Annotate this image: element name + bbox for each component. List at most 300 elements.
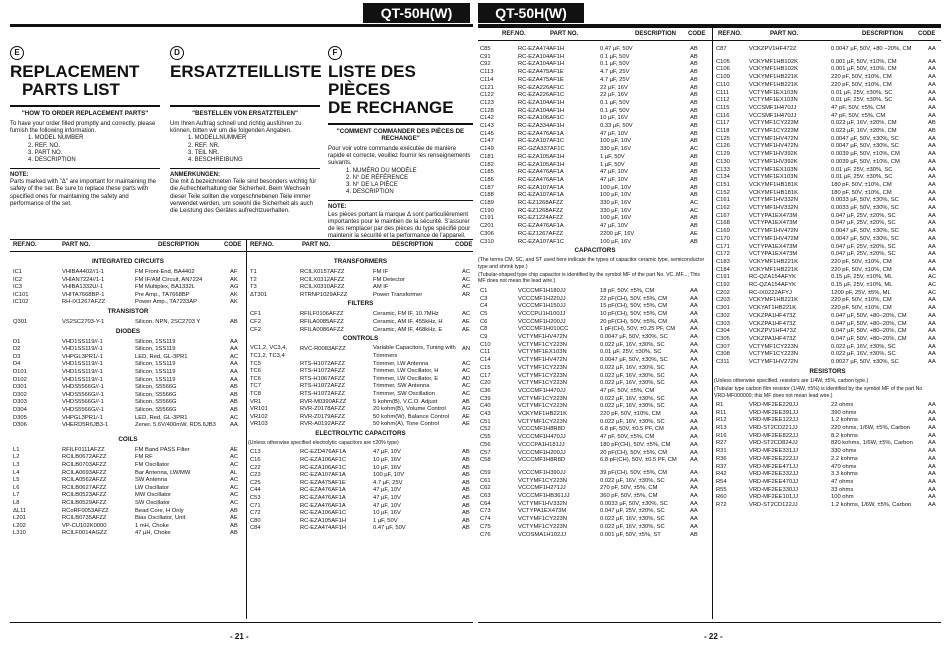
price-code: AB [690, 138, 698, 145]
footer-rule-left [10, 622, 473, 623]
price-code: AA [928, 181, 936, 188]
price-code: AB [690, 192, 698, 199]
part-description: Silicon, 1SS119 [135, 346, 176, 353]
part-description: 0.01 µF, 25V, ±30%, SC [831, 166, 893, 173]
part-number: VCOSMA1H102JJ [518, 531, 567, 538]
ref-number: C112 [716, 97, 730, 104]
col-header-desc: DESCRIPTION [862, 31, 904, 37]
part-description: 0.01 µF, 25V, ±30%, SC [831, 97, 893, 104]
ref-number: C106 [716, 66, 730, 73]
price-code: AA [230, 361, 238, 368]
part-row [478, 531, 712, 539]
part-description: Bias Oscillator, Unit [135, 515, 186, 522]
ref-number: C201 [480, 223, 494, 230]
price-code: AA [690, 287, 698, 294]
part-number: VCCCMF1H180JJ [518, 287, 566, 294]
part-number: VCTYMF1HV472N [518, 334, 567, 340]
price-code: AA [928, 235, 936, 242]
price-code: AA [928, 343, 936, 350]
part-description: 0.022 µF, 16V, ±30%, SC [600, 395, 665, 402]
part-number: RFILF0111AFZZ [62, 446, 105, 453]
part-description: 1200 pF, 25V, ±5%, ML [831, 289, 891, 296]
price-code: AB [462, 472, 470, 479]
part-description: 22 µF, 16V [600, 92, 628, 99]
step: 1. NUMÉRO DU MODÈLE [346, 167, 417, 174]
section-note: (Unless otherwise specified, resistors are 1/4W, ±5%, carbon type.) [714, 377, 869, 384]
price-code: AC [928, 282, 937, 288]
ref-number: C51 [480, 418, 491, 425]
step: 3. PART NO. [28, 149, 63, 156]
price-code: AA [928, 205, 936, 211]
model-header-left: QT-50H(W) [363, 3, 470, 23]
ref-number: C191 [716, 274, 730, 281]
part-number: VHIAN7224//1-1 [62, 276, 105, 283]
part-number: VCKZPV1HF472Z [749, 46, 797, 52]
price-code: AC [690, 207, 699, 214]
part-description: 47 pF, 50V, ±5%, CM [600, 387, 655, 394]
part-number: RC-EZA476AF1A [300, 487, 346, 494]
part-number: VCCCMF1H8R8D [518, 426, 566, 433]
part-number: VRD-MF2EE101JJ [749, 494, 798, 501]
ref-number: C115 [716, 104, 730, 111]
part-number: RFILF0106AFZZ [300, 311, 344, 318]
price-code: AA [928, 151, 936, 158]
price-code: AB [462, 449, 470, 456]
part-number: RCILB0735AFZZ [62, 515, 107, 522]
part-description: 0.047 µF, 50V, +80−20%, CM [831, 312, 907, 319]
price-code: AC [230, 462, 239, 468]
part-number: RC-EZA475AF1E [518, 76, 564, 83]
part-number: RC-EZA105AF1H [518, 153, 565, 160]
part-description: 50 kohm(W), Balance Control [373, 413, 450, 420]
part-number: VCTYMF1EX103N [749, 166, 798, 173]
price-code: AC [928, 274, 937, 281]
ref-number: C75 [480, 523, 491, 530]
price-code: AB [690, 123, 698, 129]
intro-french [328, 46, 473, 240]
part-number: RC-EZA104AF1H [518, 53, 565, 60]
part-number: VCCCMF1H470JJ [518, 387, 566, 394]
part-number: RC-EZA476AF1A [518, 169, 564, 176]
part-number: VCKZPA1HF473Z [749, 335, 796, 342]
ref-number: C126 [716, 143, 730, 150]
part-number: VRD-MF2EE330JJ [749, 486, 798, 493]
title-ersatzteilliste: ERSATZTEILLISTE [170, 62, 322, 81]
part-description: 3.3 kohms [831, 471, 858, 478]
part-number: RC-QZA154AFYK [749, 282, 797, 288]
part-number: VRD-ST2CD122JJ [749, 502, 798, 508]
ref-number: C142 [480, 115, 494, 122]
ref-number: C105 [716, 58, 730, 65]
part-number: VCTYMF1CY223M [749, 120, 799, 127]
part-description: 10 µF, 16V [373, 457, 401, 464]
part-number: RC-EZA226AF1C [518, 84, 565, 91]
ref-number: L7 [13, 492, 20, 499]
part-number: VCKYMF1HB221K [749, 258, 798, 265]
part-number: VCKYMF1HB221K [749, 297, 798, 304]
col-header-part: PART NO. [770, 31, 799, 37]
price-code: AA [928, 58, 936, 65]
part-number: VRD-MF2EE332JJ [749, 471, 798, 478]
section-note: (Tubular type carbon film resistor (1/4W, ±5%) is identified by the symbol MF of the part No. VRD-MF000000; this MF does not mean lead wire.) [714, 386, 924, 399]
part-description: 4.7 µF, 25V [373, 479, 403, 486]
part-number: RTS-H1072AFZZ [300, 368, 345, 375]
part-description: 20 pF(CH), 50V, ±5%, CM [600, 449, 668, 456]
section-heading: RESISTORS [809, 367, 846, 375]
ref-number: R31 [716, 448, 727, 455]
ref-number: C25 [250, 479, 261, 486]
part-number: RC-EZ1268AFZZ [518, 207, 564, 214]
part-number: VHD1SS119//-1 [62, 338, 103, 345]
part-number: VRD-ST2CD824JJ [749, 440, 798, 447]
part-number: VP-CU102K0000 [62, 522, 107, 529]
price-code: AC [230, 500, 239, 506]
ref-number: C3 [480, 295, 488, 302]
part-number: RC-EZA106AF1C [300, 457, 347, 464]
ref-number: D2 [13, 346, 21, 353]
ref-number: C145 [480, 130, 494, 137]
part-description: 0.022 µF, 16V, ±20%, CM [831, 120, 897, 127]
ref-number: R13 [716, 425, 727, 431]
ref-number: VC1,2, VC3,4, TC1,2, TC3,4 [250, 345, 288, 359]
part-number: VCTYMF1CY223N [518, 523, 567, 530]
ref-number: C302 [716, 312, 730, 319]
ref-number: C6 [480, 318, 488, 325]
price-code: AA [690, 508, 698, 515]
step: 4. DESCRIPTION [346, 189, 394, 196]
ref-number: VR1 [250, 398, 262, 405]
top-rule-left [10, 24, 473, 27]
part-number: RC-EZA107AF1A [518, 184, 564, 191]
part-description: 1 µF, 50V [600, 153, 625, 160]
part-number: VCCCMF1H271JJ [518, 485, 566, 492]
part-description: 18 pF, 50V, ±5%, CM [600, 287, 655, 294]
step: 3. N° DE LA PIÈCE [346, 182, 398, 189]
ref-number: C121 [480, 84, 494, 91]
part-description: Silicon, 1SS119 [135, 369, 176, 375]
part-number: VCTYMF1CY223N [518, 403, 567, 410]
part-description: Silicon, S5566G [135, 407, 177, 413]
price-code: AA [690, 310, 698, 317]
price-code: AB [690, 61, 698, 68]
ref-number: C1 [480, 287, 488, 294]
part-description: Ceramic, AM IF, 468kHz, E [373, 326, 443, 333]
ref-number: C306 [480, 230, 494, 237]
part-number: VHD1SS119//-1 [62, 361, 103, 368]
part-description: 180 pF, 50V, ±10%, CM [831, 181, 892, 188]
part-number: RCILB0703AFZZ [62, 462, 107, 468]
price-code: AB [230, 407, 238, 413]
ref-number: C4 [480, 303, 488, 310]
ref-number: TC6 [250, 375, 261, 382]
price-code: AA [928, 220, 936, 227]
part-description: Silicon, S5566G [135, 399, 177, 406]
part-number: RCILX0157AFZZ [300, 269, 345, 275]
price-code: AA [928, 66, 936, 73]
language-badge-e: E [10, 46, 24, 60]
ref-number: C190 [480, 207, 494, 214]
price-code: AA [928, 359, 936, 365]
ref-number: D1 [13, 338, 21, 345]
part-number: VCKYMF1HB221K [749, 74, 798, 81]
ref-number: R54 [716, 478, 727, 485]
price-code: AA [690, 403, 698, 410]
ref-number: ΔT301 [250, 291, 268, 298]
price-code: AB [462, 487, 470, 494]
ref-number: C71 [250, 502, 261, 509]
part-number: VCTYPA1EX473M [518, 508, 567, 515]
price-code: AA [928, 328, 936, 335]
part-description: 22 pF(CH), 50V, ±5%, CM [600, 295, 668, 302]
step: 2. N° DE RÉFÉRENCE [346, 174, 409, 181]
ref-number: C53 [250, 495, 261, 502]
note-body: Les pièces portant la marque Δ sont particulièrement importantes pour le maintien de la sécurité. S'assurer de les remplacer par des pièces du type spécifié pour maintenir la sécurité et la performance de l'appareil. [328, 211, 471, 239]
part-description: 0.0047 µF, 50V, ±30%, SC [600, 357, 668, 364]
part-number: VCKYMF1HB221K [749, 266, 798, 273]
part-number: VHD1SS119//-1 [62, 346, 103, 353]
price-code: AA [928, 297, 936, 304]
part-description: FM Band PASS Filter [135, 446, 190, 453]
part-number: RC-EZA105AF1H [300, 517, 347, 524]
ref-number: C116 [716, 112, 730, 119]
part-description: FM RF [135, 454, 153, 461]
part-number: VCTYMF1CY223N [518, 364, 567, 371]
price-code: AA [928, 312, 936, 319]
price-code: AB [690, 107, 698, 114]
price-code: AA [690, 418, 698, 425]
col-header-desc: DESCRIPTION [158, 242, 200, 248]
howto-box-english [10, 105, 160, 169]
part-description: 47 µF, 10V [600, 169, 628, 176]
part-description: 2.2 kohms [831, 455, 858, 462]
ref-number: D3 [13, 353, 21, 360]
col-header-ref: REF.NO. [718, 31, 742, 37]
price-code: AB [690, 84, 698, 91]
ref-number: C143 [480, 123, 494, 129]
part-number: VCTYMF1EX103N [749, 174, 798, 181]
part-description: 47 µF, 10V [600, 223, 628, 230]
ref-number: C62 [480, 485, 491, 492]
ref-number: C162 [716, 205, 730, 211]
price-code: AA [690, 357, 698, 364]
part-description: Silicon, 1SS119 [135, 338, 176, 345]
price-code: AB [690, 69, 698, 76]
price-code: AB [690, 53, 698, 60]
price-code: AB [690, 531, 698, 538]
part-row [248, 420, 473, 428]
ref-number: TC6 [250, 368, 261, 375]
price-code: AA [928, 471, 936, 478]
price-code: AK [230, 299, 238, 306]
part-number: VCTYPA1EX473M [749, 220, 798, 227]
price-code: AA [928, 432, 936, 439]
part-description: 0.47 µF, 50V [373, 525, 406, 532]
part-number: VCKYMF1HB102K [749, 66, 798, 73]
price-code: AB [230, 522, 238, 529]
part-number: VCCCMF1H200JJ [518, 449, 566, 456]
step: 4. BESCHREIBUNG [188, 157, 243, 164]
price-code: AB [230, 399, 238, 406]
price-code: AA [928, 243, 936, 250]
part-description: 0.022 µF, 16V, ±30%, SC [600, 523, 665, 530]
part-description: 220 pF, 50V, ±10%, CM [831, 258, 892, 265]
part-number: VCTYMF1EX103N [518, 349, 567, 356]
part-number: RC-EZA334AF1H [518, 123, 565, 129]
part-description: 0.47 µF, 50V [600, 46, 633, 52]
part-number: VCCCMF1H010CC [518, 326, 569, 333]
ref-number: ΔL11 [13, 507, 27, 514]
price-code: AA [928, 425, 936, 431]
col-header-code: CODE [688, 31, 706, 37]
price-code: AA [928, 266, 936, 273]
price-code: AA [928, 320, 936, 327]
part-description: Silicon, S5566G [135, 391, 177, 398]
ref-number: C311 [716, 359, 730, 365]
price-code: AB [230, 530, 238, 537]
part-number: VCTYPA1EX473M [749, 243, 798, 250]
price-code: AC [230, 484, 239, 491]
section-heading: TRANSISTOR [107, 308, 149, 315]
part-description: 47 µF, 10V [373, 495, 401, 502]
ref-number: C110 [716, 81, 730, 88]
ref-number: C168 [716, 220, 730, 227]
ref-number: L3 [13, 462, 20, 468]
price-code: AA [690, 469, 698, 476]
part-row [248, 326, 473, 334]
part-number: RVR-M0390AFZZ [300, 398, 347, 405]
part-description: 10 pF(CH), 50V, ±5%, CM [600, 310, 668, 317]
part-number: RC-EZA476AF1A [518, 223, 564, 230]
part-number: VCCCPA1H181JJ [518, 441, 565, 448]
part-description: 10 µF, 16V [373, 464, 401, 471]
part-number: RC-EZD476AF1A [300, 449, 347, 456]
intro-english [10, 46, 160, 208]
part-number: VS2SC2703-Y-1 [62, 319, 105, 325]
part-number: RC-EZA104AF1H [518, 61, 565, 68]
note-french [328, 204, 473, 239]
ref-number: L1 [13, 446, 20, 453]
price-code: AA [928, 440, 936, 447]
price-code: AA [928, 143, 936, 150]
part-description: Trimmer, SW Antenna [373, 383, 430, 390]
part-description: MW Oscillator [135, 492, 172, 499]
section-heading: FILTERS [347, 300, 374, 308]
part-description: 0.1 µF, 50V [600, 99, 630, 106]
part-number: RTRNP1029AFZZ [300, 291, 348, 298]
part-description: Trimmer, LW Oscillator, E [373, 375, 439, 382]
part-number: VCKYMF1HB181K [749, 189, 798, 196]
part-number: VRD-MF2EE222JJ [749, 455, 798, 462]
price-code: AA [690, 349, 698, 356]
price-code: AE [690, 230, 698, 237]
ref-number: C13 [250, 449, 261, 456]
section-heading: DIODES [115, 327, 141, 335]
part-number: RCILB0529AFZZ [62, 500, 107, 506]
part-description: 47 µF, 10V [373, 487, 401, 494]
part-description: 180 pF(CH), 50V, ±5%, CM [600, 441, 671, 448]
ref-number: R27 [716, 440, 727, 447]
part-description: 360 pF, 50V, ±5%, CM [600, 493, 658, 499]
price-code: AB [690, 161, 698, 168]
ref-number: C16 [250, 457, 261, 464]
part-description: 0.022 µF, 16V, ±30%, SC [600, 341, 665, 348]
price-code: AA [690, 411, 698, 417]
ref-number: C169 [716, 228, 730, 235]
ref-number: L201 [13, 515, 26, 522]
ref-number: C85 [480, 46, 491, 52]
price-code: AE [462, 413, 470, 420]
ref-number: IC101 [13, 291, 29, 298]
part-description: 0.0027 µF, 50V, ±30%, SC [831, 359, 899, 365]
part-description: 6.8 pF(CH), 50V, ±0.5 PF, CM [600, 457, 677, 464]
price-code: AA [230, 346, 238, 353]
part-number: RC-EZA476AF1A [518, 176, 564, 183]
price-code: AB [462, 502, 470, 509]
ref-number: R36 [716, 455, 727, 462]
price-code: AB [462, 464, 470, 471]
price-code: AB [462, 525, 470, 532]
ref-number: D305 [13, 414, 27, 421]
part-number: RTS-H1067AFZZ [300, 375, 345, 382]
part-number: RH-IX1267AFZZ [62, 299, 106, 306]
ref-number: C122 [480, 92, 494, 99]
ref-number: Q301 [13, 319, 28, 325]
part-description: 0.047 µF, 25V, ±20%, SC [831, 251, 896, 258]
title-de-rechange: DE RECHANGE [328, 98, 454, 117]
part-description: 220 ohms, 1/6W, ±5%, Carbon [831, 425, 910, 431]
ref-number: C183 [716, 258, 730, 265]
part-description: 0.022 µF, 16V, ±30%, SC [600, 516, 665, 523]
part-number: VHDS5566G//-1 [62, 399, 104, 406]
part-number: RC-EZA104AF1H [518, 99, 565, 106]
ref-number: D102 [13, 376, 27, 383]
part-number: RC-EZA476AF1A [300, 495, 346, 502]
ref-number: D4 [13, 361, 21, 368]
price-code: AA [928, 228, 936, 235]
ref-number: C91 [480, 53, 491, 60]
part-description: Pre Amp., TA7668BP [135, 291, 190, 298]
section-note: (Unless otherwise specified electrolytic capacitors are ±20% type) [248, 440, 399, 447]
ref-number: C134 [716, 174, 730, 181]
ref-number: TC5 [250, 360, 261, 367]
price-code: AB [690, 153, 698, 160]
price-code: AB [230, 507, 238, 514]
ref-number: C184 [716, 266, 730, 273]
ref-number: C9 [480, 334, 488, 340]
part-number: RCILX0312AFZZ [300, 276, 345, 283]
price-code: AA [690, 516, 698, 523]
price-code: AB [690, 223, 698, 230]
note-german [170, 172, 320, 215]
part-number: VCKYMF1HB102K [749, 58, 798, 65]
price-code: AA [928, 478, 936, 485]
price-code: AA [690, 434, 698, 441]
price-code: AK [230, 276, 238, 283]
language-badge-f: F [328, 46, 342, 60]
part-number: VCTYMF1HV272N [749, 359, 798, 365]
price-code: AA [690, 493, 698, 499]
section-heading: CONTROLS [342, 335, 379, 343]
ref-number: D302 [13, 391, 27, 398]
part-description: Silicon, S5566G [135, 384, 177, 391]
part-number: RFILA0086AFZZ [300, 326, 344, 333]
step: 2. REF. NO. [28, 142, 61, 149]
part-description: 100 µF, 16V [600, 238, 632, 245]
ref-number: C11 [480, 349, 491, 356]
part-number: VHERD5R6JB3-1 [62, 422, 109, 429]
col-header-code: CODE [455, 242, 473, 248]
step: 2. REF. NR. [188, 142, 220, 149]
